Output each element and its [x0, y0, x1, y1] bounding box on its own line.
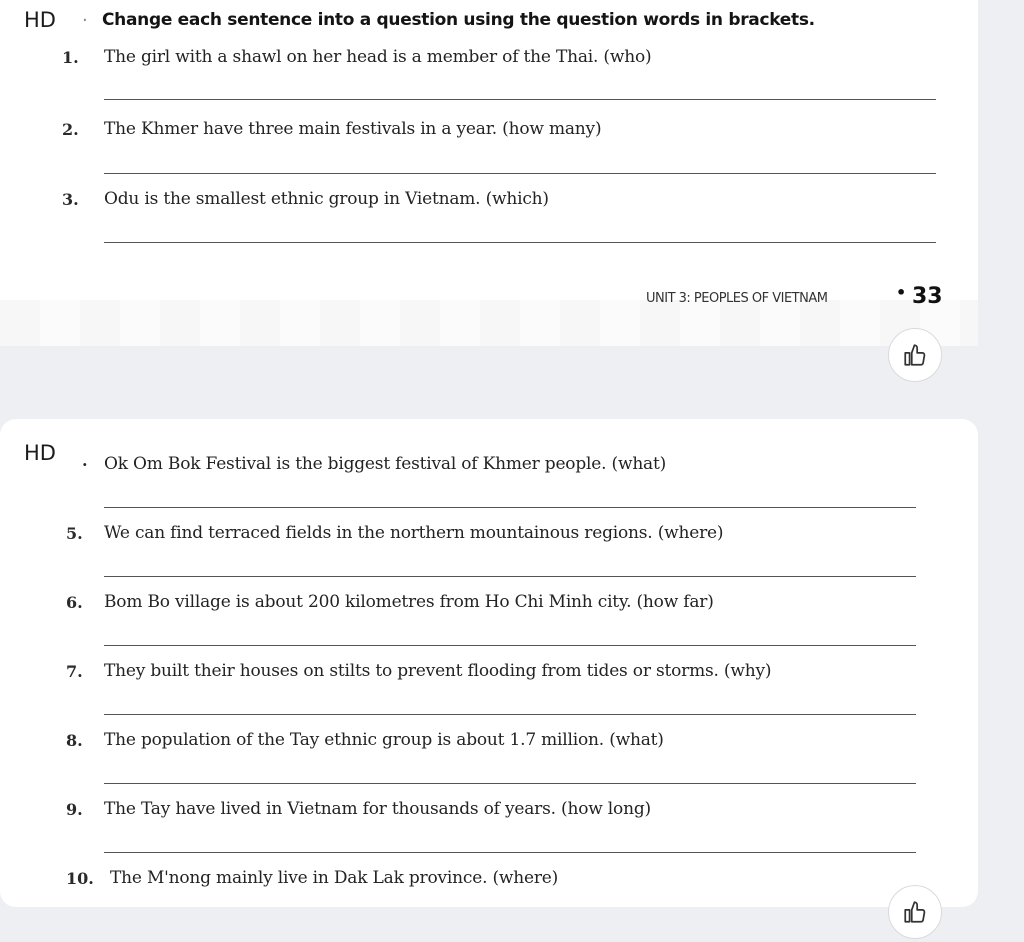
footer-bullet: •	[896, 283, 907, 302]
exercise-sentence: Bom Bo village is about 200 kilometres from Ho Chi Minh city. (how far)	[104, 592, 714, 612]
item-number: 6.	[66, 593, 83, 612]
exercise-sentence: The girl with a shawl on her head is a member of the Thai. (who)	[104, 47, 652, 67]
exercise-sentence: They built their houses on stilts to prevent flooding from tides or storms. (why)	[104, 661, 772, 681]
item-number: 10.	[66, 869, 94, 888]
thumbs-up-icon	[902, 342, 928, 368]
post-prefix: HD	[24, 8, 56, 32]
page-number: 33	[912, 284, 943, 309]
instruction-heading: Change each sentence into a question using the question words in brackets.	[102, 10, 815, 30]
answer-line	[104, 714, 916, 715]
answer-line	[104, 852, 916, 853]
post-prefix: HD	[24, 441, 56, 465]
exercise-sentence: The M'nong mainly live in Dak Lak province. (where)	[110, 868, 559, 888]
item-number: .	[82, 451, 88, 470]
thumbs-up-icon	[902, 899, 928, 925]
answer-line	[104, 645, 916, 646]
exercise-sentence: Odu is the smallest ethnic group in Vietnam. (which)	[104, 189, 549, 209]
item-number: 1.	[62, 48, 79, 67]
page-footer-unit: UNIT 3: PEOPLES OF VIETNAM	[646, 291, 828, 306]
answer-line	[104, 242, 936, 243]
item-number: 9.	[66, 800, 83, 819]
answer-line	[104, 173, 936, 174]
item-number: 5.	[66, 524, 83, 543]
post-image-card-1	[0, 0, 978, 344]
post-image-card-2	[0, 419, 978, 907]
answer-line	[104, 99, 936, 100]
like-button[interactable]	[888, 885, 942, 939]
item-number: 2.	[62, 120, 79, 139]
exercise-sentence: The Khmer have three main festivals in a year. (how many)	[104, 119, 602, 139]
prefix-separator: .	[82, 5, 88, 26]
item-number: 8.	[66, 731, 83, 750]
item-number: 7.	[66, 662, 83, 681]
exercise-sentence: The population of the Tay ethnic group is about 1.7 million. (what)	[104, 730, 664, 750]
exercise-sentence: We can find terraced fields in the northern mountainous regions. (where)	[104, 523, 724, 543]
like-button[interactable]	[888, 328, 942, 382]
exercise-sentence: The Tay have lived in Vietnam for thousands of years. (how long)	[104, 799, 651, 819]
item-number: 3.	[62, 190, 79, 209]
exercise-sentence: Ok Om Bok Festival is the biggest festival of Khmer people. (what)	[104, 454, 667, 474]
page-bottom-edge	[0, 300, 978, 346]
answer-line	[104, 783, 916, 784]
answer-line	[104, 507, 916, 508]
answer-line	[104, 576, 916, 577]
